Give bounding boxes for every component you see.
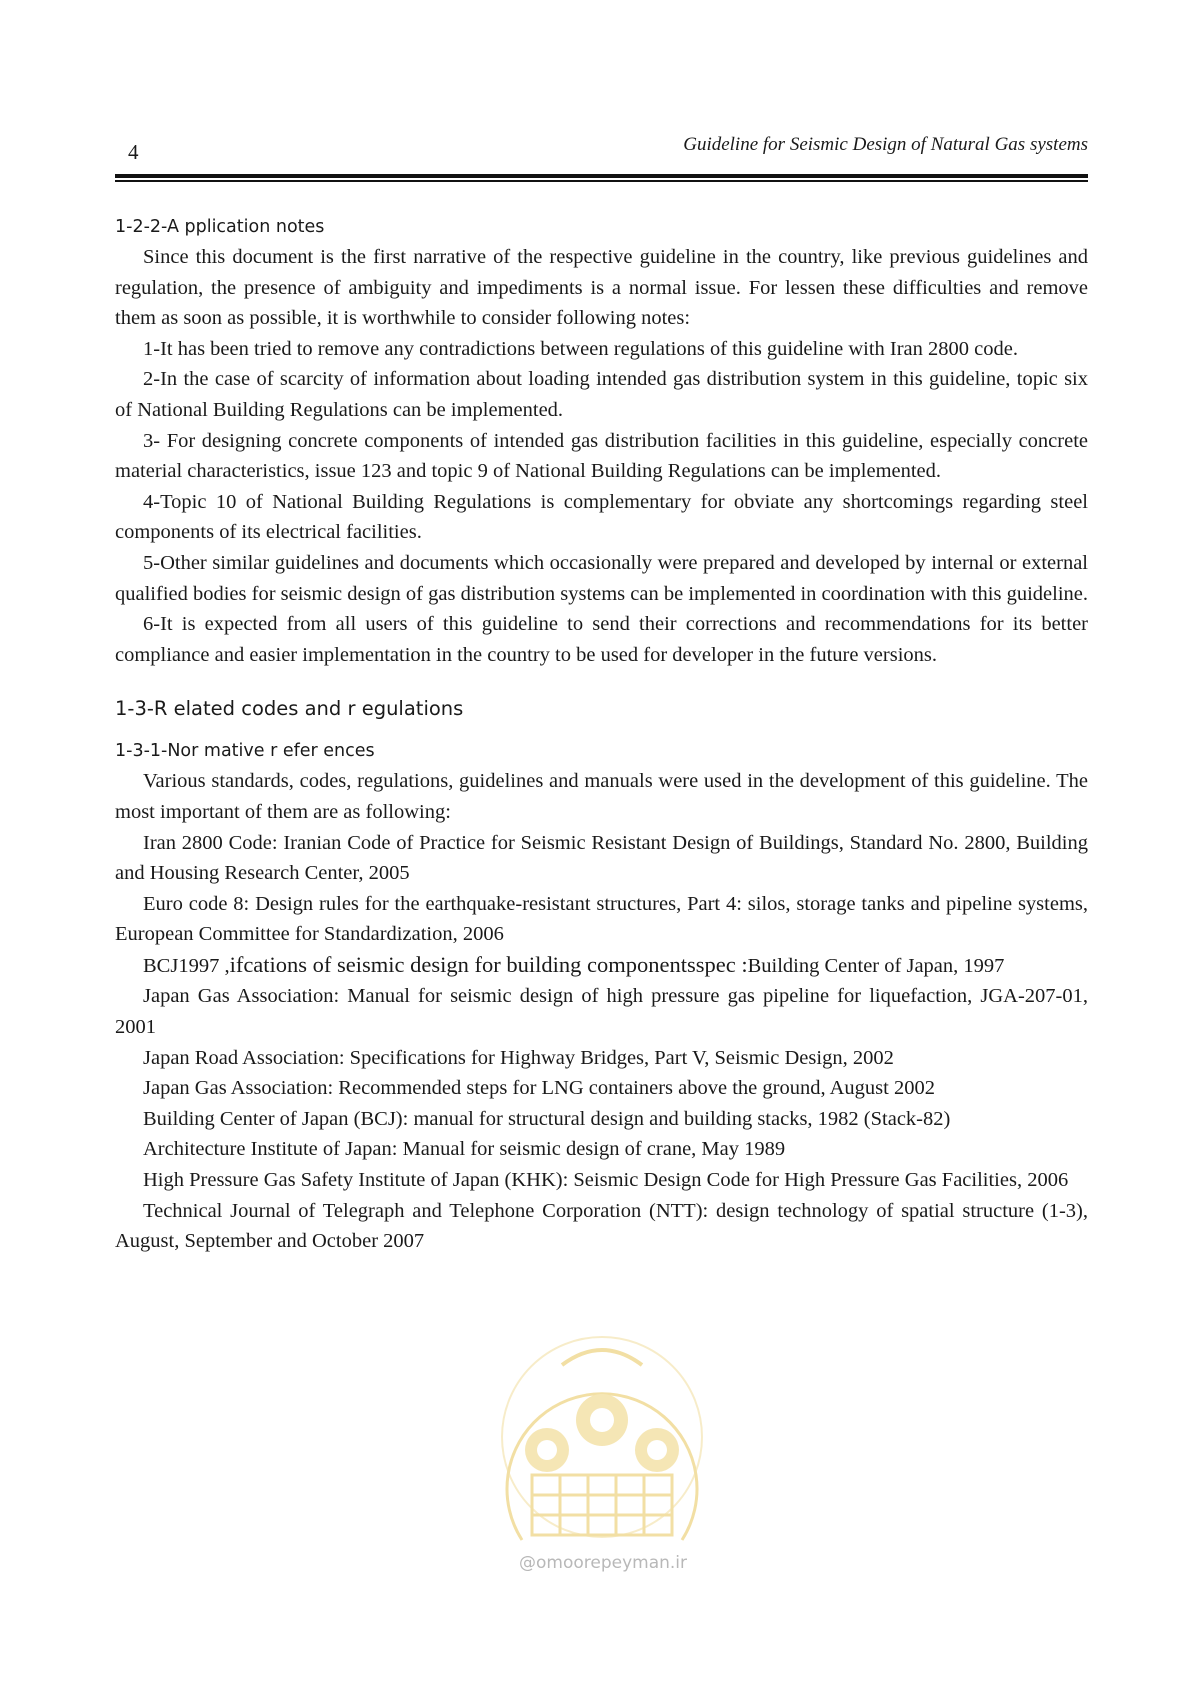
note-item: 4-Topic 10 of National Building Regulations is complementary for obviate any shortcomings regarding steel components of its electrical facilities. [115, 490, 1088, 544]
bcj-part-1: BCJ1997 , [143, 954, 230, 977]
watermark-seal-icon [492, 1325, 712, 1575]
note-item: 5-Other similar guidelines and documents which occasionally were prepared and developed by internal or external qualified bodies for seismic design of gas distribution systems can be implemented in coordination with this guideline. [115, 551, 1089, 605]
reference-item: Building Center of Japan (BCJ): manual for structural design and building stacks, 1982 (Stack-82) [143, 1107, 951, 1130]
reference-item: Architecture Institute of Japan: Manual for seismic design of crane, May 1989 [143, 1138, 786, 1161]
paragraph-references-intro: Various standards, codes, regulations, guidelines and manuals were used in the development of this guideline. The most important of them are as following: [115, 770, 1088, 823]
reference-item: Iran 2800 Code: Iranian Code of Practice for Seismic Resistant Design of Buildings, Standard No. 2800, Building and Housing Research Center, 2005 [115, 831, 1088, 885]
note-item: 3- For designing concrete components of intended gas distribution facilities in this guideline, especially concrete material characteristics, issue 123 and topic 9 of National Building Regulations can be implemented. [115, 429, 1088, 483]
note-item: 6-It is expected from all users of this guideline to send their corrections and recommendations for its better compliance and easier implementation in the country to be used for developer in the future versions. [115, 613, 1088, 666]
reference-item: Technical Journal of Telegraph and Telephone Corporation (NTT): design technology of spatial structure (1-3), August, September and October 2007 [115, 1199, 1088, 1253]
watermark-caption: @omoorepeyman.ir [518, 1553, 688, 1573]
section-heading-1-3-1: 1-3-1-Nor mative r efer ences [115, 741, 375, 762]
paragraph-intro: Since this document is the first narrative of the respective guideline in the country, like previous guidelines and regulation, the presence of ambiguity and impediments is a normal issue. For lessen these difficulties and remove them as soon as possible, it is worthwhile to consider following notes: [115, 246, 1088, 330]
reference-item-bcj [115, 950, 1088, 982]
reference-item: Japan Gas Association: Manual for seismic design of high pressure gas pipeline for liquefaction, JGA-207-01, 2001 [115, 985, 1088, 1039]
section-heading-1-3: 1-3-R elated codes and r egulations [115, 697, 464, 721]
page-number: 4 [128, 140, 139, 164]
header-rule-thin [115, 180, 1088, 182]
section-heading-1-2-2: 1-2-2-A pplication notes [115, 217, 325, 237]
note-item: 1-It has been tried to remove any contradictions between regulations of this guideline with Iran 2800 code. [143, 337, 1018, 360]
running-title: Guideline for Seismic Design of Natural Gas systems [683, 134, 1088, 155]
reference-item: Japan Gas Association: Recommended steps for LNG containers above the ground, August 2002 [143, 1077, 935, 1100]
reference-item: Japan Road Association: Specifications for Highway Bridges, Part V, Seismic Design, 2002 [143, 1046, 894, 1069]
reference-item: High Pressure Gas Safety Institute of Japan (KHK): Seismic Design Code for High Pressure Gas Facilities, 2006 [143, 1169, 1069, 1192]
reference-item: Euro code 8: Design rules for the earthquake-resistant structures, Part 4: silos, storage tanks and pipeline systems, European Committee for Standardization, 2006 [115, 892, 1088, 946]
bcj-part-2: ifcations of seismic design for building componentsspec : [229, 951, 748, 977]
header-rule-thick [115, 174, 1088, 178]
bcj-part-3: Building Center of Japan, 1997 [747, 954, 1005, 977]
note-item: 2-In the case of scarcity of information about loading intended gas distribution system in this guideline, topic six of National Building Regulations can be implemented. [115, 368, 1088, 421]
page-body [115, 212, 1088, 1257]
